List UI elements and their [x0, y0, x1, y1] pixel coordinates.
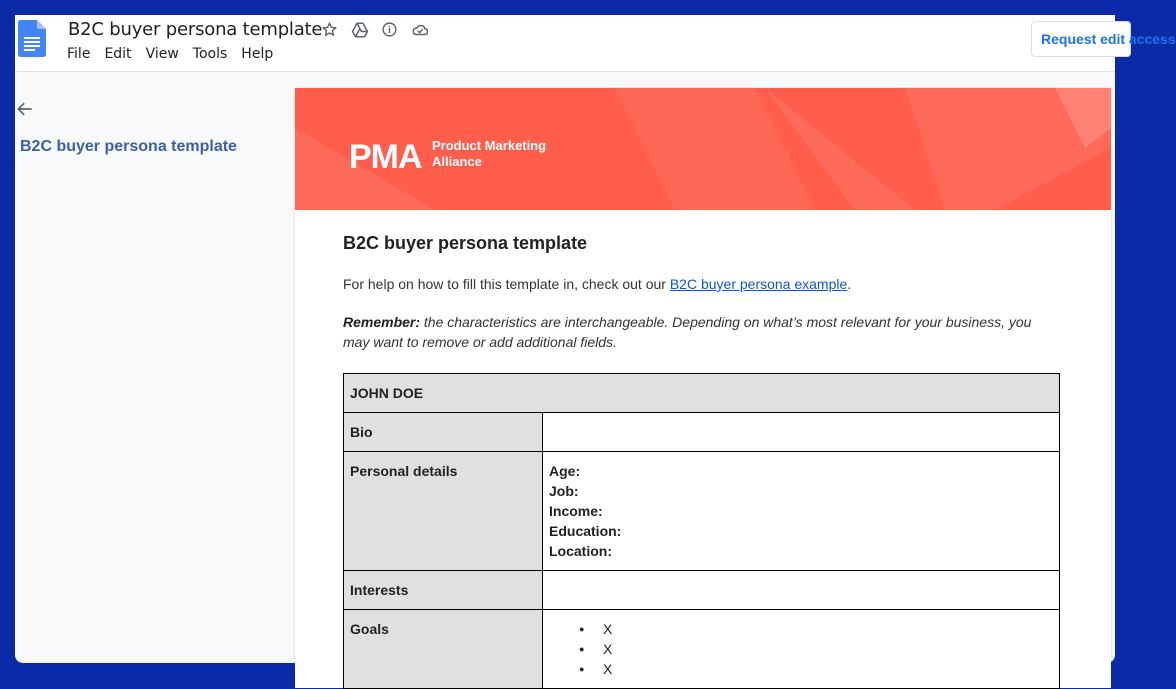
help-suffix: . — [847, 276, 852, 292]
help-paragraph — [343, 276, 1063, 292]
google-docs-icon[interactable] — [18, 20, 46, 57]
table-row — [344, 413, 1060, 452]
personal-details-value[interactable] — [543, 452, 1060, 571]
detail-job: Job: — [549, 483, 579, 499]
menu-edit[interactable]: Edit — [104, 46, 132, 62]
help-prefix: For help on how to fill this template in, check out our — [343, 276, 670, 292]
app-window — [15, 15, 1176, 677]
document-heading: B2C buyer persona template — [343, 233, 588, 253]
goals-list — [549, 619, 1053, 679]
menu-tools[interactable]: Tools — [192, 46, 228, 62]
outline-item-heading[interactable]: B2C buyer persona template — [20, 138, 237, 155]
table-row — [344, 610, 1060, 689]
star-icon[interactable] — [320, 20, 339, 39]
persona-table — [343, 373, 1060, 689]
interests-label[interactable]: Interests — [344, 571, 543, 610]
remember-label: Remember: — [343, 314, 421, 330]
goals-value[interactable] — [543, 610, 1060, 689]
table-row — [344, 374, 1060, 413]
menu-file[interactable]: File — [67, 46, 91, 62]
menu-view[interactable]: View — [145, 46, 179, 62]
list-item: ● X — [575, 639, 1053, 659]
pma-logo-mark: PMA — [349, 138, 422, 176]
move-to-drive-icon[interactable] — [350, 20, 369, 39]
back-arrow-icon[interactable] — [15, 99, 35, 119]
remember-text: the characteristics are interchangeable. Depending on what’s most relevant for your business, you may want to remove or add additional fields. — [343, 314, 1032, 350]
list-item: ● X — [575, 659, 1053, 679]
detail-income: Income: — [549, 503, 603, 519]
request-edit-access-button[interactable]: Request edit access — [1031, 21, 1131, 57]
title-actions — [320, 20, 429, 39]
document-content — [343, 233, 1063, 689]
menu-help[interactable]: Help — [241, 46, 274, 62]
pma-logo-text — [432, 138, 546, 170]
remember-paragraph — [343, 312, 1043, 352]
info-icon[interactable] — [380, 20, 399, 39]
personal-details-label[interactable]: Personal details — [344, 452, 543, 571]
document-page — [295, 88, 1111, 688]
list-item: ● X — [575, 619, 1053, 639]
bio-label[interactable]: Bio — [344, 413, 543, 452]
detail-location: Location: — [549, 543, 612, 559]
example-link[interactable]: B2C buyer persona example — [669, 276, 848, 292]
persona-name-cell[interactable]: JOHN DOE — [344, 374, 1060, 413]
table-row — [344, 571, 1060, 610]
logo-line-2: Alliance — [432, 154, 482, 169]
menu-bar — [67, 46, 273, 62]
cloud-saved-icon[interactable] — [410, 20, 429, 39]
bio-value[interactable] — [543, 413, 1060, 452]
table-row — [344, 452, 1060, 571]
logo-line-1: Product Marketing — [432, 138, 547, 153]
document-title[interactable]: B2C buyer persona template — [68, 19, 323, 40]
top-bar — [15, 15, 1176, 72]
detail-age: Age: — [549, 463, 581, 479]
document-outline — [15, 73, 280, 663]
goals-label[interactable]: Goals — [344, 610, 543, 689]
detail-education: Education: — [549, 523, 622, 539]
interests-value[interactable] — [543, 571, 1060, 610]
pma-banner — [295, 88, 1111, 210]
